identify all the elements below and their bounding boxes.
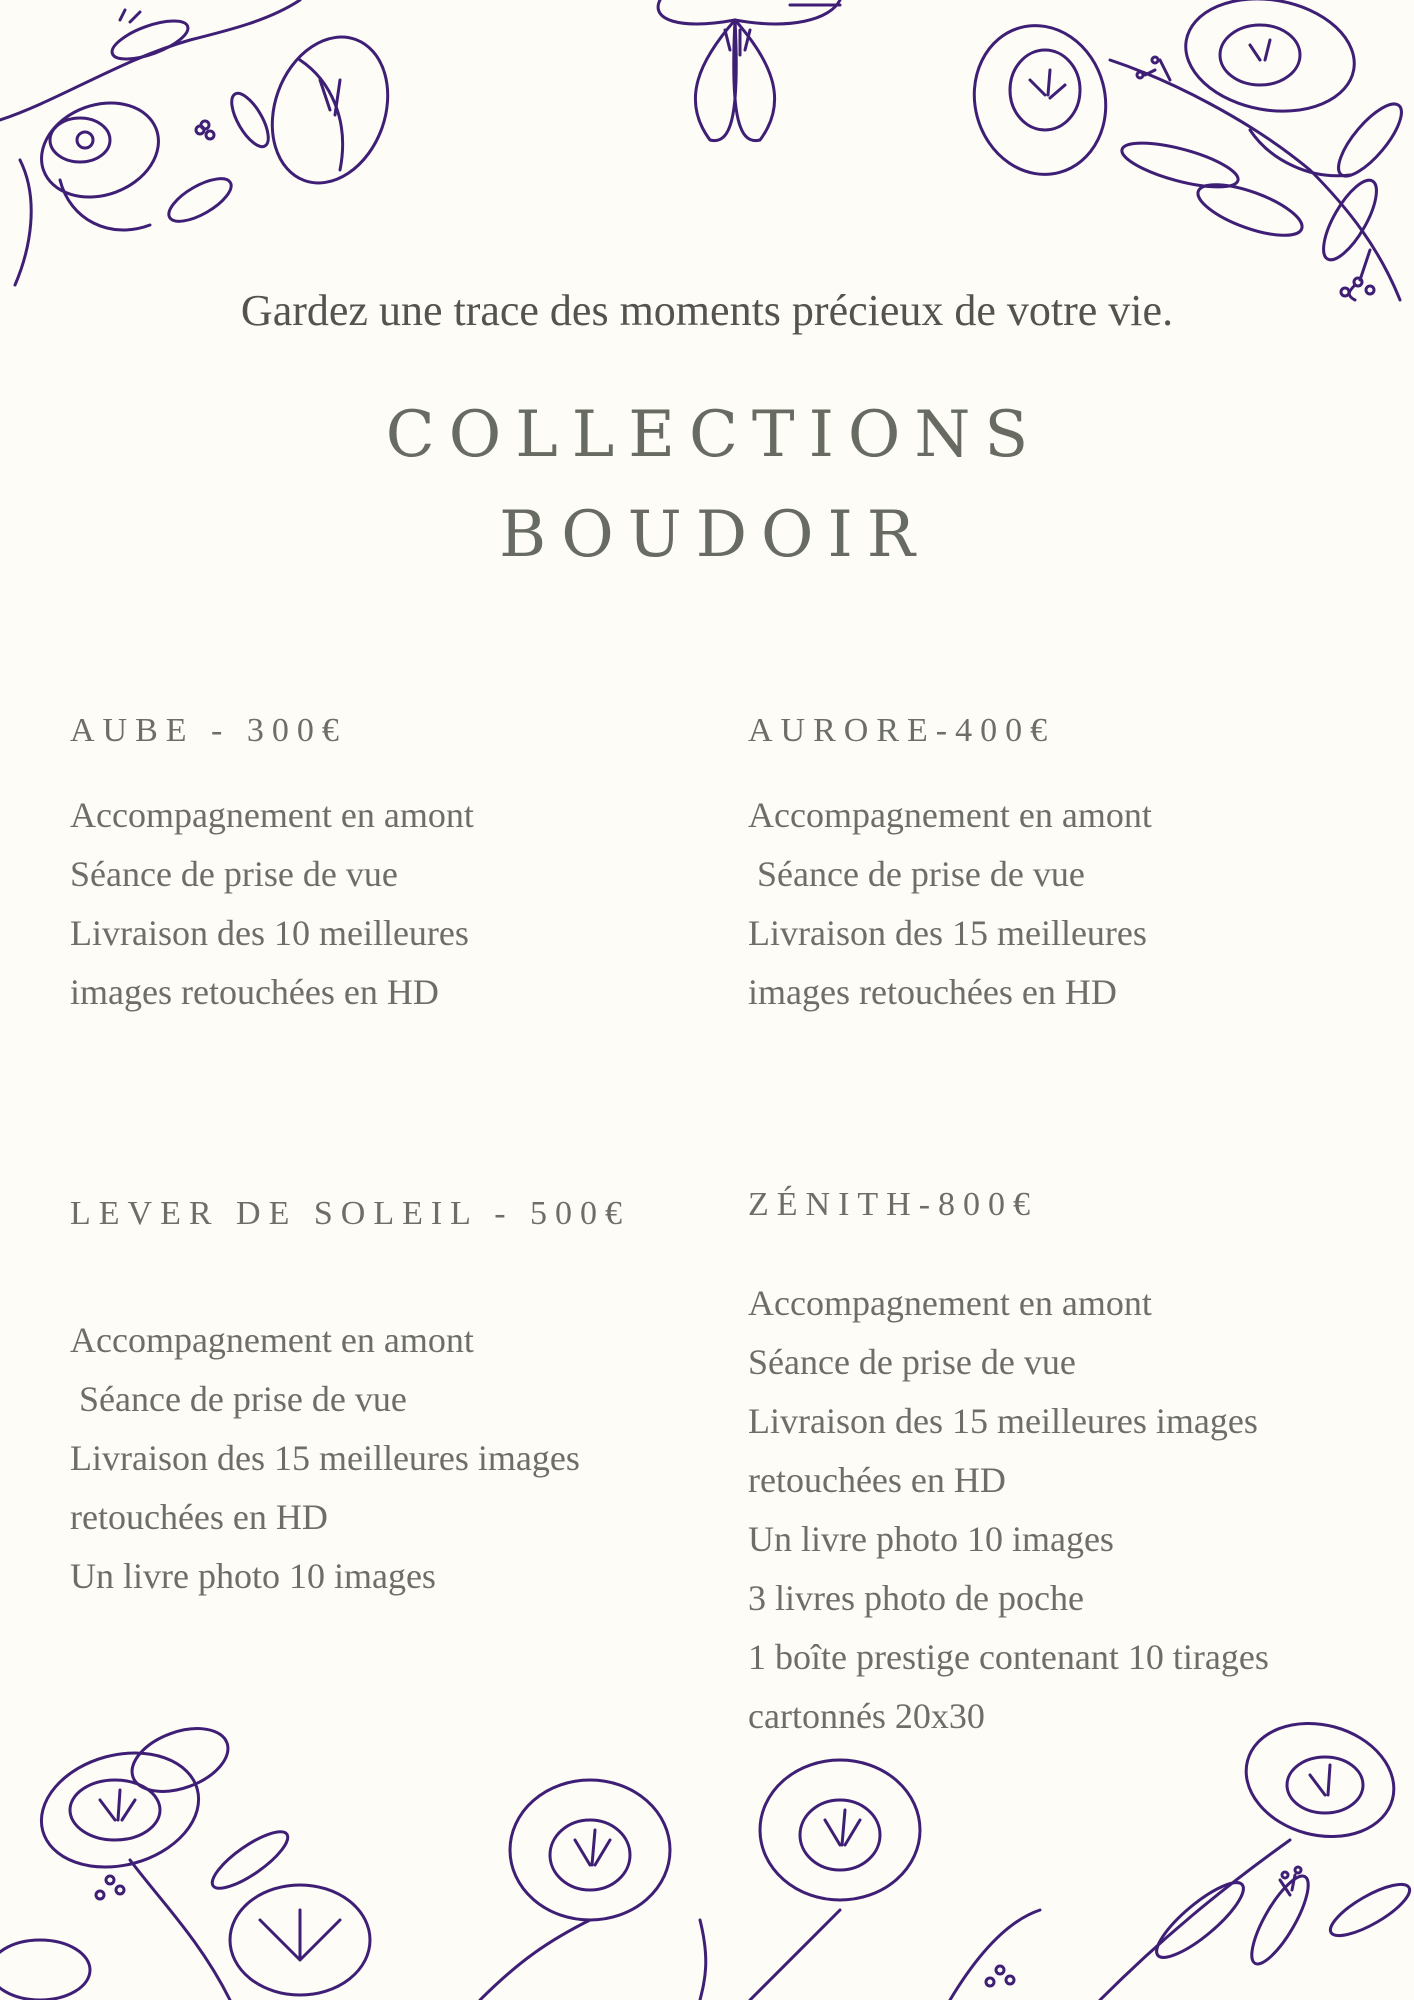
floral-top-center-decoration [640, 0, 860, 150]
package-name: AUBE - 300€ [70, 712, 347, 749]
package-name: ZÉNITH-800€ [748, 1186, 1039, 1223]
package-aurore [748, 712, 1388, 1022]
package-feature: Un livre photo 10 images [70, 1556, 436, 1596]
package-feature: Accompagnement en amont [70, 795, 474, 835]
package-feature: Séance de prise de vue [70, 1379, 407, 1419]
package-feature: Accompagnement en amont [748, 1283, 1152, 1323]
package-feature: 3 livres photo de poche [748, 1578, 1084, 1618]
package-feature: Livraison des 15 meilleures images [748, 1401, 1258, 1441]
package-features [748, 1274, 1408, 1746]
package-feature: Séance de prise de vue [70, 854, 398, 894]
package-lever-de-soleil [70, 1195, 740, 1606]
floral-top-right-decoration [950, 0, 1414, 320]
package-features [70, 1311, 740, 1606]
package-features [748, 786, 1388, 1022]
package-feature: Un livre photo 10 images [748, 1519, 1114, 1559]
package-features [70, 786, 710, 1022]
package-feature: Accompagnement en amont [70, 1320, 474, 1360]
package-feature: Séance de prise de vue [748, 1342, 1076, 1382]
package-feature: images retouchées en HD [70, 972, 439, 1012]
package-feature: Séance de prise de vue [748, 854, 1085, 894]
package-feature: Accompagnement en amont [748, 795, 1152, 835]
package-name: AURORE-400€ [748, 712, 1056, 749]
page-title [0, 385, 1414, 585]
title-line-boudoir: BOUDOIR [499, 498, 929, 572]
package-feature: cartonnés 20x30 [748, 1696, 985, 1736]
package-feature: 1 boîte prestige contenant 10 tirages [748, 1637, 1269, 1677]
package-feature: images retouchées en HD [748, 972, 1117, 1012]
tagline: Gardez une trace des moments précieux de votre vie. [240, 286, 1174, 335]
package-feature: retouchées en HD [748, 1460, 1006, 1500]
floral-bottom-decoration [0, 1720, 1414, 2000]
package-zenith [748, 1186, 1408, 1746]
package-aube [70, 712, 710, 1022]
package-feature: Livraison des 10 meilleures [70, 913, 469, 953]
title-line-collections: COLLECTIONS [385, 398, 1043, 472]
package-feature: Livraison des 15 meilleures [748, 913, 1147, 953]
floral-top-left-decoration [0, 0, 400, 290]
package-name: LEVER DE SOLEIL - 500€ [70, 1195, 631, 1232]
package-feature: Livraison des 15 meilleures images [70, 1438, 580, 1478]
package-feature: retouchées en HD [70, 1497, 328, 1537]
